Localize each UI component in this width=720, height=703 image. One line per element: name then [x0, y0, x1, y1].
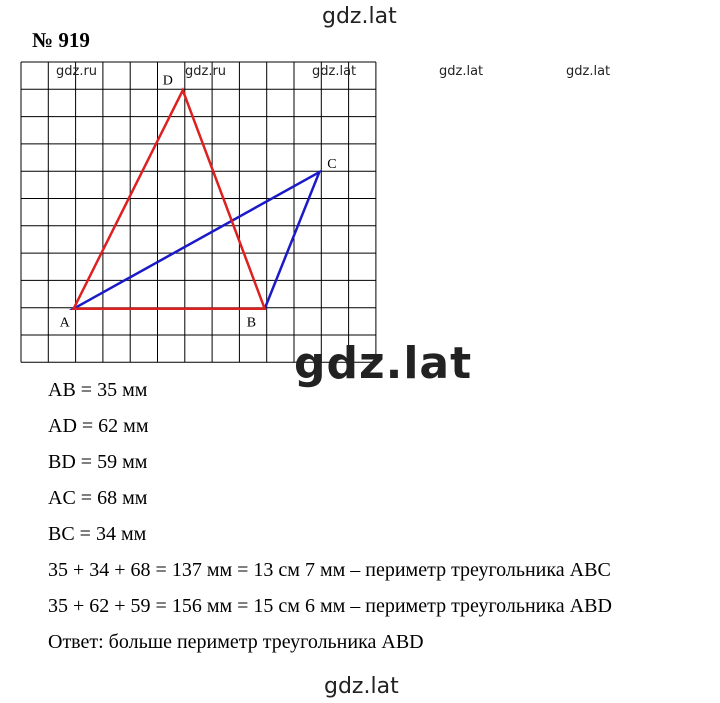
watermark-small-1: gdz.ru — [56, 64, 98, 79]
solution-line-ac: AC = 68 мм — [48, 487, 148, 509]
watermark-top: gdz.lat — [322, 4, 397, 29]
point-label-b: B — [246, 315, 257, 331]
watermark-bottom: gdz.lat — [324, 674, 399, 699]
solution-line-bd: BD = 59 мм — [48, 451, 148, 473]
triangle-abd — [74, 90, 265, 308]
triangle-abc — [74, 172, 320, 309]
solution-line-answer: Ответ: больше периметр треугольника ABD — [48, 631, 424, 653]
grid — [21, 62, 376, 362]
watermark-center: gdz.lat — [294, 338, 473, 389]
solution-line-ab: AB = 35 мм — [48, 379, 148, 401]
watermark-small-2: gdz.ru — [185, 64, 227, 79]
point-label-d: D — [162, 73, 173, 89]
watermark-small-3: gdz.lat — [312, 64, 357, 79]
point-label-a: A — [59, 315, 70, 331]
solution-line-perimeter-abd: 35 + 62 + 59 = 156 мм = 15 см 6 мм – периметр треугольника ABD — [48, 595, 612, 617]
problem-number: № 919 — [32, 28, 90, 52]
point-label-c: C — [327, 157, 337, 173]
solution-line-bc: BC = 34 мм — [48, 523, 147, 545]
solution-text — [48, 372, 612, 660]
solution-line-ad: AD = 62 мм — [48, 415, 149, 437]
solution-line-perimeter-abc: 35 + 34 + 68 = 137 мм = 13 см 7 мм – периметр треугольника ABC — [48, 559, 611, 581]
watermark-small-5: gdz.lat — [566, 64, 611, 79]
watermark-small-4: gdz.lat — [439, 64, 484, 79]
